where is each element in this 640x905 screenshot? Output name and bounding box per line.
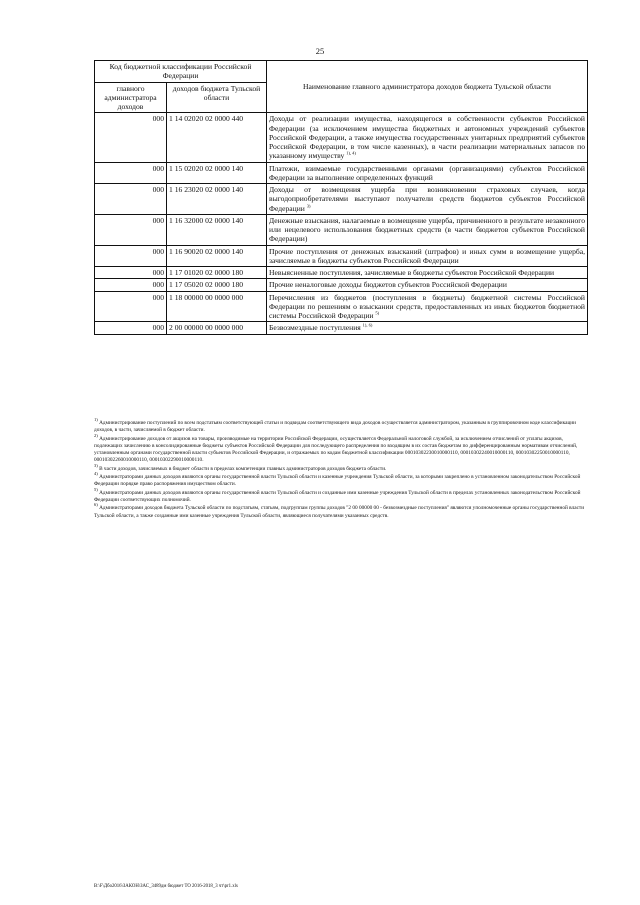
admin-code-cell: 000 [95, 279, 167, 291]
income-code-cell: 1 16 90020 02 0000 140 [167, 245, 267, 267]
footnote-reference: 5) [375, 310, 380, 316]
admin-code-cell: 000 [95, 267, 167, 279]
income-name-text: Доходы от возмещения ущерба при возникновении страховых случаев, когда выгодоприобретателями выступают получатели средств бюджетов субъектов Российской Федерации [269, 185, 585, 213]
revenue-administrators-table [94, 60, 588, 335]
income-name-cell [267, 184, 588, 215]
income-code-cell: 1 16 32000 02 0000 140 [167, 214, 267, 245]
table-row [95, 291, 588, 322]
footnote-mark: 2) [94, 432, 98, 438]
header-income-column: доходов бюджета Тульской области [167, 82, 267, 113]
table-row [95, 162, 588, 184]
header-admin-column: главного администратора доходов [95, 82, 167, 113]
table-row [95, 184, 588, 215]
admin-code-cell: 000 [95, 113, 167, 162]
income-name-cell [267, 291, 588, 322]
footnote-mark: 1) [94, 417, 98, 423]
footnote [94, 471, 588, 489]
admin-code-cell: 000 [95, 322, 167, 334]
footnote [94, 463, 588, 473]
table-header [95, 61, 588, 113]
income-code-cell: 1 17 01020 02 0000 180 [167, 267, 267, 279]
admin-code-cell: 000 [95, 291, 167, 322]
footnote-mark: 3) [94, 463, 98, 469]
footnote-mark: 6) [94, 502, 98, 508]
income-name-text: Невыясненные поступления, зачисляемые в бюджеты субъектов Российской Федерации [269, 268, 555, 277]
footnote-mark: 4) [94, 471, 98, 477]
footnote-text: Администрирование доходов от акцизов на товары, производимые на территории Российской Федерации, осуществляется Федеральной налоговой службой, за исключением отчислений от уплаты акцизов, подлежащих зачислению в консолидированные бюджеты субъектов Российской Федерации для последующего распределения по входящим в их состав бюджетам по дифференцированным нормативам отчислений, установленным органами государственной власти субъектов Российской Федерации, и отражаемых по кодам бюджетной классификации 00010302230010000110, 00010302240010000110, 00010302250010000110, 00010302260010000110, 00010302290010000110. [94, 435, 578, 464]
income-name-cell [267, 245, 588, 267]
admin-code-cell: 000 [95, 162, 167, 184]
income-name-cell [267, 267, 588, 279]
table-row [95, 113, 588, 162]
header-code-group: Код бюджетной классификации Российской Федерации [95, 61, 267, 83]
income-name-cell [267, 162, 588, 184]
income-name-cell [267, 322, 588, 334]
income-name-text: Безвозмездные поступления [269, 323, 361, 333]
footnote-reference: 1), 4) [346, 150, 356, 156]
footnotes [94, 417, 588, 521]
footnote-text: Администраторами данных доходов являются органы государственной власти Тульской области и казенные учреждения Тульской области, за которыми закреплено в установленном законодательством Российской Федерации порядке право распоряжения имуществом области. [94, 474, 581, 488]
file-path-footer: B:\F\Дбо2016\ЗАКОН\ЗАС_3489дм бюджет ТО 2016-2018_3 чт\pr1.xls [94, 884, 238, 889]
footnote [94, 432, 588, 465]
footnote-text: В части доходов, зачисляемых в бюджет области в пределах компетенции главных администраторов доходов бюджета области. [99, 465, 387, 472]
income-name-text: Доходы от реализации имущества, находящегося в собственности субъектов Российской Федерации (за исключением имущества бюджетных и автономных учреждений субъектов Российской Федерации, а также имущества государственных унитарных предприятий субъектов Российской Федерации, в том числе казенных), в части реализации материальных запасов по указанному имуществу [269, 114, 585, 161]
footnote-text: Администраторами данных доходов являются органы государственной власти Тульской области и созданные ими казенные учреждения Тульской области в пределах установленных законодательством Российской Федерации соответствующих полномочий. [94, 489, 581, 503]
income-code-cell: 1 16 23020 02 0000 140 [167, 184, 267, 215]
income-code-cell: 1 14 02020 02 0000 440 [167, 113, 267, 162]
income-code-cell: 1 15 02020 02 0000 140 [167, 162, 267, 184]
header-name-column: Наименование главного администратора доходов бюджета Тульской области [267, 61, 588, 113]
admin-code-cell: 000 [95, 184, 167, 215]
page-number: 25 [315, 46, 325, 56]
table-row [95, 267, 588, 279]
income-code-cell: 2 00 00000 00 0000 000 [167, 322, 267, 334]
table-row [95, 214, 588, 245]
income-name-text: Перечисления из бюджетов (поступления в бюджеты) бюджетной системы Российской Федерации по решениям о взыскании средств, предоставленных из иных бюджетов бюджетной системы Российской Федерации [269, 292, 585, 320]
table-row [95, 245, 588, 267]
income-name-text: Денежные взыскания, налагаемые в возмещение ущерба, причиненного в результате незаконного или нецелевого использования бюджетных средств (в части бюджетов субъектов Российской Федерации) [269, 215, 585, 244]
income-name-text: Платежи, взимаемые государственными органами (организациями) субъектов Российской Федерации за выполнение определенных функций [269, 163, 585, 182]
table-row [95, 279, 588, 291]
footnote-text: Администраторами доходов бюджета Тульской области по подстатьям, статьям, подгруппам группы доходов "2 00 00000 00 - безвозмездные поступления" являются уполномоченные органы государственной власти Тульской области, а также созданные ими казенные учреждения Тульской области, являющиеся получателями указанных средств. [94, 505, 585, 519]
footnote-reference: 3) [306, 202, 311, 208]
footnote-reference: 1), 6) [362, 322, 373, 328]
admin-code-cell: 000 [95, 214, 167, 245]
income-name-cell [267, 214, 588, 245]
income-name-text: Прочие неналоговые доходы бюджетов субъектов Российской Федерации [269, 280, 507, 290]
footnote [94, 486, 588, 505]
footnote-mark: 5) [94, 486, 98, 492]
admin-code-cell: 000 [95, 245, 167, 267]
income-name-text: Прочие поступления от денежных взысканий (штрафов) и иных сумм в возмещение ущерба, зачисляемые в бюджеты субъектов Российской Федерации [269, 246, 585, 265]
income-name-cell [267, 113, 588, 162]
table-row [95, 322, 588, 334]
footnote [94, 417, 588, 435]
table-body [95, 113, 588, 334]
income-name-cell [267, 279, 588, 291]
footnote [94, 502, 588, 520]
income-code-cell: 1 17 05020 02 0000 180 [167, 279, 267, 291]
income-code-cell: 1 18 00000 00 0000 000 [167, 291, 267, 322]
footnote-text: Администрирование поступлений по всем подстатьям соответствующей статьи и подвидам соответствующего вида доходов осуществляется администратором, указанным в группировочном коде классификации доходов, в части, зачисляемой в бюджет области. [94, 420, 576, 434]
